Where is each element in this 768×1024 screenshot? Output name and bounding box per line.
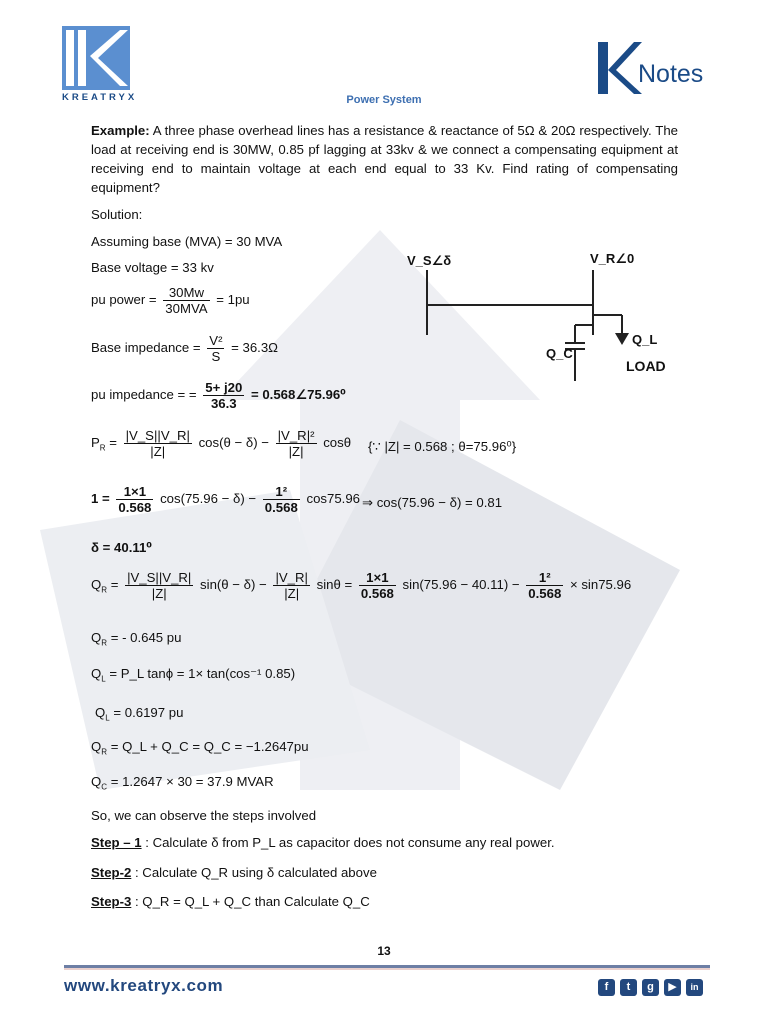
ql-label: Q_L [632,332,658,347]
knotes-logo-icon [594,40,644,96]
base-impedance-eq: Base impedance = $\frac{\text{V²}}{S}$ = 36.3Ω [91,333,279,364]
qr-sum: $Q_R$ = Q_L + Q_C = Q_C = −1.2647pu [91,739,309,757]
step-2: Step-2 : Calculate Q_R using δ calculated above [91,865,377,880]
kreatryx-logo-icon [62,26,130,90]
knotes-brand-text: Notes [638,60,704,88]
vr-label: V_R∠0 [590,251,635,266]
youtube-icon[interactable]: ▶ [664,979,681,996]
qc-value: $Q_C = 1.2647 \times 30 = 37.9$ MVAR [91,774,274,792]
brand-name: KREATRYX [62,92,138,103]
qr-equation: $Q_R$ = $\frac{|V\_S||V\_R|}{|Z|}$ sin(θ − δ) − $\frac{|V\_R|}{|Z|}$ sinθ = $\frac{1\times 1}{0.568}$ sin(75.96 − 40.11) − $\frac{\text{1²}}{0.568}$ × sin75.96 [91,570,632,601]
delta-value: δ = 40.11⁰ [91,540,153,555]
cos-result: ⇒ cos(75.96 − δ) = 0.81 [362,495,503,510]
twitter-icon[interactable]: t [620,979,637,996]
step-3: Step-3 : Q_R = Q_L + Q_C than Calculate Q_C [91,894,370,909]
facebook-icon[interactable]: f [598,979,615,996]
google-plus-icon[interactable]: g [642,979,659,996]
pu-impedance-eq: pu impedance = = $\frac{5+ j20}{36.3}$ = 0.568∠75.96⁰ [91,380,346,411]
pu-power-eq: pu power = $\frac{30Mw}{\text{30MVA}}$ = 1pu [91,285,250,316]
load-label: LOAD [626,358,666,374]
linkedin-icon[interactable]: in [686,979,703,996]
example-label: Example: [91,123,150,138]
observe-line: So, we can observe the steps involved [91,808,317,823]
example-text: A three phase overhead lines has a resistance & reactance of 5Ω & 20Ω respectively. The load at receiving end is 30MW, 0.85 pf lagging at 33kv & we connect a compensating equipment at receiving end to maintain voltage at each end equal to 33 Kv. Find rating of compensating equipment? [91,123,678,195]
vs-label: V_S∠δ [407,253,452,268]
ql-equation: $Q_L$ = P_L tanϕ = 1× tan(cos⁻¹ 0.85) [91,666,296,684]
given-values: {∵ |Z| = 0.568 ; θ=75.96⁰} [368,439,517,454]
pr-equation: $P_R$ = $\frac{|V\_S||V\_R|}{|Z|}$ cos(θ − δ) − $\frac{\text{|V\_R|²}}{|Z|}$ cosθ [91,428,352,459]
base-mva-line: Assuming base (MVA) = 30 MVA [91,234,283,249]
subject-title: Power System [346,94,422,106]
example-problem [91,121,678,197]
qr-value: $Q_R$ = - 0.645 pu [91,630,182,648]
qc-label: Q_C [546,346,573,361]
step-1: Step – 1 : Calculate δ from P_L as capacitor does not consume any real power. [91,835,555,850]
eq-one: 1 = $\frac{1\times 1}{0.568}$ cos(75.96 − δ) − $\frac{\text{1²}}{0.568}$ cos75.96 [91,484,360,515]
ql-value: $Q_L = 0.6197$ pu [95,705,184,723]
base-voltage-line: Base voltage = 33 kv [91,260,214,275]
footer-divider-accent [64,968,710,970]
website-link[interactable]: www.kreatryx.com [64,976,224,995]
solution-heading: Solution: [91,207,143,222]
page-number: 13 [377,944,391,958]
